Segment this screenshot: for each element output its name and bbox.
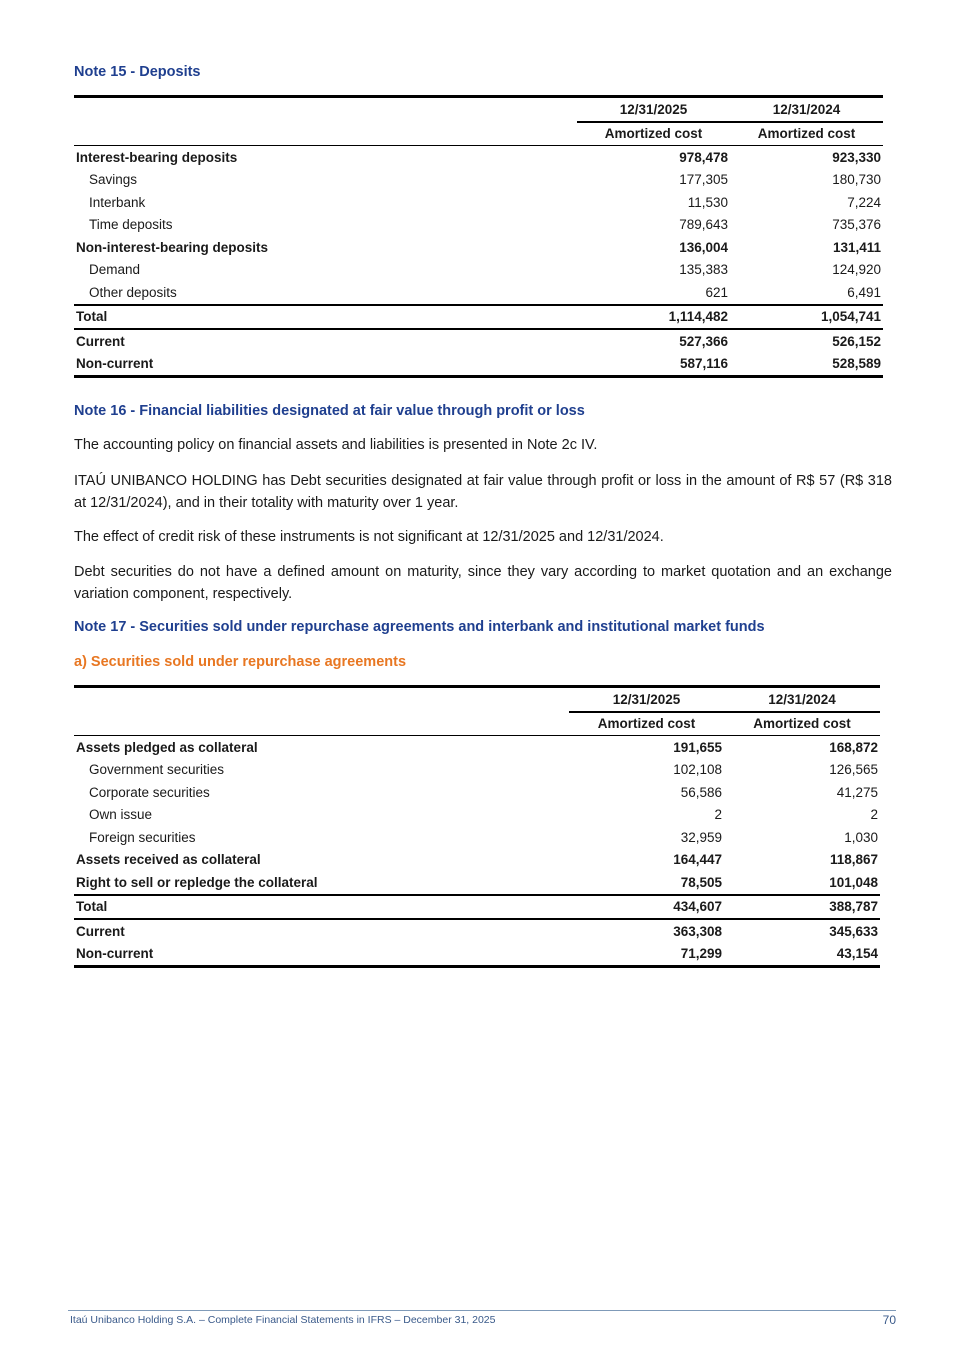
row-label: Other deposits bbox=[89, 284, 177, 300]
value-2025: 136,004 bbox=[679, 239, 728, 255]
row-label: Assets received as collateral bbox=[76, 852, 261, 868]
value-2025: 11,530 bbox=[687, 194, 728, 210]
note-17-title: Note 17 - Securities sold under repurchase agreements and interbank and institutional market funds bbox=[74, 619, 765, 635]
column-header-date: 12/31/2025 bbox=[577, 98, 730, 122]
value-2025: 177,305 bbox=[679, 172, 728, 188]
row-label: Demand bbox=[89, 262, 141, 278]
row-label: Assets pledged as collateral bbox=[76, 739, 258, 755]
row-label: Government securities bbox=[89, 762, 225, 778]
value-2024: 528,589 bbox=[730, 353, 883, 377]
table-row bbox=[74, 259, 883, 282]
row-label: Savings bbox=[89, 172, 138, 188]
table-row bbox=[74, 281, 883, 305]
deposits-table bbox=[74, 95, 883, 378]
table-row bbox=[74, 826, 880, 849]
value-2024: 118,867 bbox=[829, 852, 878, 868]
row-label: Own issue bbox=[89, 807, 153, 823]
row-label: Non-current bbox=[74, 943, 569, 967]
value-2024: 180,730 bbox=[832, 172, 881, 188]
table-row bbox=[74, 849, 880, 872]
paragraph: The effect of credit risk of these instruments is not significant at 12/31/2025 and 12/31/2024. bbox=[74, 529, 664, 545]
value-2024: 41,275 bbox=[836, 784, 878, 800]
column-header-date: 12/31/2024 bbox=[724, 688, 880, 712]
row-label: Non-current bbox=[74, 353, 577, 377]
column-header-basis: Amortized cost bbox=[724, 712, 880, 736]
row-label: Right to sell or repledge the collateral bbox=[76, 874, 318, 890]
row-label: Current bbox=[76, 923, 125, 939]
value-2025: 621 bbox=[705, 284, 728, 300]
value-2024: 168,872 bbox=[829, 739, 878, 755]
table-row bbox=[74, 736, 880, 759]
row-label: Corporate securities bbox=[89, 784, 210, 800]
value-2025: 978,478 bbox=[679, 149, 728, 165]
value-2025: 164,447 bbox=[673, 852, 722, 868]
value-2024: 43,154 bbox=[724, 943, 880, 967]
column-header-date: 12/31/2024 bbox=[730, 98, 883, 122]
table-row bbox=[74, 353, 883, 377]
value-2024: 1,054,741 bbox=[730, 305, 883, 330]
paragraph: ITAÚ UNIBANCO HOLDING has Debt securities designated at fair value through profit or loss in the amount of R$ 57 (R$ 318 at 12/31/2024), and in their totality with maturity over 1 year. bbox=[74, 473, 892, 511]
value-2025: 527,366 bbox=[679, 333, 728, 349]
value-2024: 526,152 bbox=[832, 333, 881, 349]
table-row bbox=[74, 781, 880, 804]
value-2025: 102,108 bbox=[673, 762, 722, 778]
value-2025: 434,607 bbox=[569, 895, 724, 920]
table-row bbox=[74, 804, 880, 827]
table-row bbox=[74, 943, 880, 967]
row-label: Total bbox=[74, 895, 569, 920]
note-17-subtitle: a) Securities sold under repurchase agreements bbox=[74, 654, 407, 670]
value-2024: 126,565 bbox=[829, 762, 878, 778]
row-label: Current bbox=[76, 333, 125, 349]
table-row bbox=[74, 214, 883, 237]
value-2025: 789,643 bbox=[679, 217, 728, 233]
value-2025: 78,505 bbox=[680, 874, 722, 890]
value-2025: 56,586 bbox=[680, 784, 722, 800]
row-label: Foreign securities bbox=[89, 829, 196, 845]
footer-divider bbox=[68, 1310, 896, 1311]
value-2025: 32,959 bbox=[680, 829, 722, 845]
row-label: Interest-bearing deposits bbox=[76, 149, 238, 165]
value-2024: 1,030 bbox=[844, 829, 878, 845]
note-15-title: Note 15 - Deposits bbox=[74, 64, 201, 80]
row-label: Time deposits bbox=[89, 217, 173, 233]
value-2024: 131,411 bbox=[832, 239, 881, 255]
value-2025: 2 bbox=[714, 807, 722, 823]
row-label: Total bbox=[74, 305, 577, 330]
value-2025: 363,308 bbox=[673, 923, 722, 939]
column-header-basis: Amortized cost bbox=[569, 712, 724, 736]
value-2024: 345,633 bbox=[829, 923, 878, 939]
value-2024: 101,048 bbox=[829, 874, 878, 890]
value-2024: 7,224 bbox=[847, 194, 881, 210]
paragraph: The accounting policy on financial assets and liabilities is presented in Note 2c IV. bbox=[74, 437, 598, 453]
table-row bbox=[74, 759, 880, 782]
total-row bbox=[74, 895, 880, 920]
footer-text: Itaú Unibanco Holding S.A. – Complete Financial Statements in IFRS – December 31, 2025 bbox=[70, 1314, 496, 1326]
value-2024: 6,491 bbox=[847, 284, 881, 300]
page-number: 70 bbox=[882, 1313, 896, 1327]
total-row bbox=[74, 305, 883, 330]
value-2024: 735,376 bbox=[832, 217, 881, 233]
table-row bbox=[74, 169, 883, 192]
value-2025: 1,114,482 bbox=[577, 305, 730, 330]
value-2024: 124,920 bbox=[832, 262, 881, 278]
table-row bbox=[74, 236, 883, 259]
value-2024: 923,330 bbox=[832, 149, 881, 165]
column-header-date: 12/31/2025 bbox=[569, 688, 724, 712]
paragraph: Debt securities do not have a defined amount on maturity, since they vary according to market quotation and an exchange variation component, respectively. bbox=[74, 564, 892, 602]
row-label: Interbank bbox=[89, 194, 146, 210]
note-16-title: Note 16 - Financial liabilities designated at fair value through profit or loss bbox=[74, 403, 585, 419]
table-row bbox=[74, 871, 880, 895]
repurchase-agreements-table bbox=[74, 685, 880, 968]
row-label: Non-interest-bearing deposits bbox=[76, 239, 269, 255]
value-2025: 71,299 bbox=[569, 943, 724, 967]
column-header-basis: Amortized cost bbox=[577, 122, 730, 146]
table-row bbox=[74, 146, 883, 169]
value-2024: 388,787 bbox=[724, 895, 880, 920]
table-row bbox=[74, 329, 883, 353]
table-row bbox=[74, 919, 880, 943]
value-2025: 587,116 bbox=[577, 353, 730, 377]
value-2025: 135,383 bbox=[679, 262, 728, 278]
value-2025: 191,655 bbox=[673, 739, 722, 755]
value-2024: 2 bbox=[870, 807, 878, 823]
column-header-basis: Amortized cost bbox=[730, 122, 883, 146]
table-row bbox=[74, 191, 883, 214]
